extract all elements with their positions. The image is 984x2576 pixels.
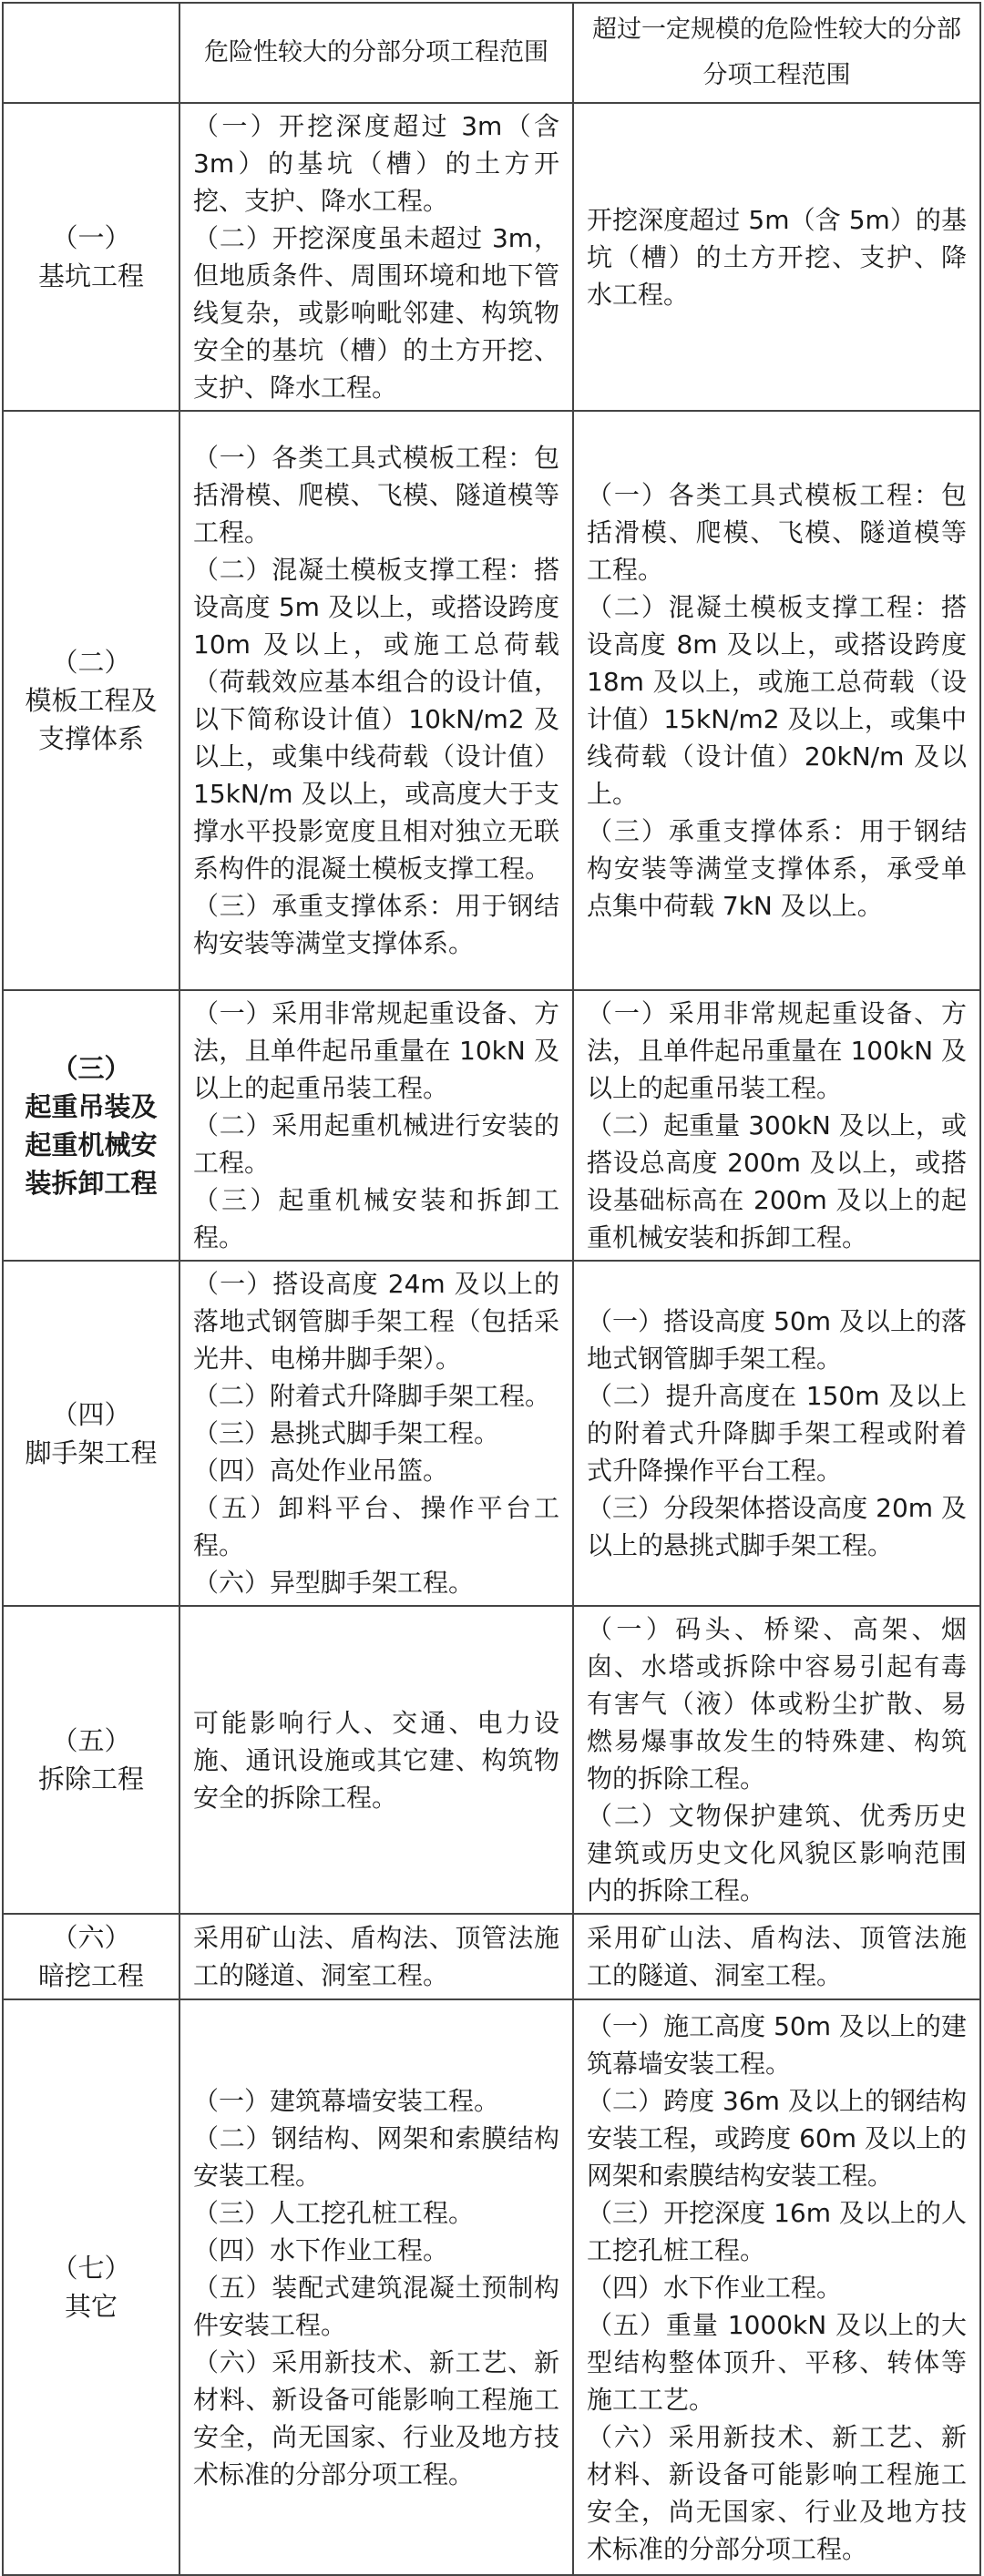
large-scope-cell [573, 411, 980, 990]
scope-item: （三）承重支撑体系：用于钢结构安装等满堂支撑体系。 [193, 891, 559, 958]
scope-item: （一）码头、桥梁、高架、烟囱、水塔或拆除中容易引起有毒有害气（液）体或粉尘扩散、易燃易爆事故发生的特殊建、构筑物的拆除工程。 [587, 1614, 967, 1794]
large-scope-cell [573, 1606, 980, 1914]
category-name: 其它 [64, 2291, 118, 2322]
category-name: 基坑工程 [37, 261, 144, 291]
header-row [3, 3, 980, 103]
scope-cell [179, 990, 573, 1261]
category-cell [3, 1261, 179, 1606]
scope-item: （三）承重支撑体系：用于钢结构安装等满堂支撑体系，承受单点集中荷载 7kN 及以上。 [587, 816, 967, 921]
category-cell [3, 411, 179, 990]
category-name: 暗挖工程 [37, 1960, 144, 1991]
category-cell [3, 1606, 179, 1914]
scope-item: （二）采用起重机械进行安装的工程。 [193, 1110, 559, 1178]
large-scope-cell [573, 103, 980, 411]
scope-cell [179, 103, 573, 411]
table-row [3, 103, 980, 411]
scope-cell [179, 1261, 573, 1606]
scope-item: 采用矿山法、盾构法、顶管法施工的隧道、洞室工程。 [193, 1923, 559, 1990]
category-index: （四） [51, 1398, 131, 1430]
scope-item: （四）水下作业工程。 [193, 2234, 449, 2265]
table-row [3, 1606, 980, 1914]
scope-item: （四）高处作业吊篮。 [193, 1456, 449, 1486]
category-cell [3, 103, 179, 411]
scope-cell [179, 1914, 573, 1999]
scope-item: （一）采用非常规起重设备、方法，且单件起吊重量在 10kN 及以上的起重吊装工程。 [193, 998, 559, 1103]
scope-item: 采用矿山法、盾构法、顶管法施工的隧道、洞室工程。 [587, 1923, 967, 1990]
table-body [3, 103, 980, 2575]
table-row [3, 1914, 980, 1999]
scope-item: （一）施工高度 50m 及以上的建筑幕墙安装工程。 [587, 2010, 967, 2079]
scope-item: （一）各类工具式模板工程：包括滑模、爬模、飞模、隧道模等工程。 [587, 480, 967, 585]
scope-item: （三）人工挖孔桩工程。 [193, 2197, 475, 2228]
scope-item: （五）装配式建筑混凝土预制构件安装工程。 [193, 2272, 559, 2340]
scope-item: （二）提升高度在 150m 及以上的附着式升降脚手架工程或附着式升降操作平台工程。 [587, 1381, 967, 1486]
scope-item: （三）分段架体搭设高度 20m 及以上的悬挑式脚手架工程。 [587, 1493, 967, 1560]
scope-item: （二）起重量 300kN 及以上，或搭设总高度 200m 及以上，或搭设基础标高在 200m 及以上的起重机械安装和拆卸工程。 [587, 1110, 967, 1252]
category-index: （七） [51, 2253, 131, 2284]
table-row [3, 990, 980, 1261]
risk-scope-table [2, 2, 981, 2576]
header-cell-large-scope: 超过一定规模的危险性较大的分部分项工程范围 [573, 3, 980, 103]
category-index: （一） [51, 222, 131, 253]
scope-item: （二）混凝土模板支撑工程：搭设高度 5m 及以上，或搭设跨度 10m 及以上，或施工总荷载（荷载效应基本组合的设计值，以下简称设计值）10kN/m2 及以上，或集中线荷载（设计值）15kN/m 及以上，或高度大于支撑水平投影宽度且相对独立无联系构件的混凝土模板支撑工程。 [193, 555, 559, 884]
scope-item: （一）建筑幕墙安装工程。 [193, 2085, 500, 2116]
scope-item: （二）文物保护建筑、优秀历史建筑或历史文化风貌区影响范围内的拆除工程。 [587, 1801, 967, 1906]
table-row [3, 1261, 980, 1606]
category-name: 模板工程及支撑体系 [25, 685, 158, 754]
large-scope-cell [573, 990, 980, 1261]
scope-cell [179, 1999, 573, 2575]
scope-item: （一）开挖深度超过 3m（含 3m）的基坑（槽）的土方开挖、支护、降水工程。 [193, 111, 559, 216]
scope-item: （六）采用新技术、新工艺、新材料、新设备可能影响工程施工安全，尚无国家、行业及地方技术标准的分部分项工程。 [193, 2346, 559, 2489]
category-index: （六） [51, 1922, 131, 1953]
large-scope-cell [573, 1914, 980, 1999]
category-name: 起重吊装及起重机械安装拆卸工程 [25, 1090, 158, 1199]
scope-cell [179, 411, 573, 990]
category-cell [3, 990, 179, 1261]
scope-cell [179, 1606, 573, 1914]
scope-item: （一）搭设高度 50m 及以上的落地式钢管脚手架工程。 [587, 1306, 967, 1374]
scope-item: （二）跨度 36m 及以上的钢结构安装工程，或跨度 60m 及以上的网架和索膜结构安装工程。 [587, 2085, 967, 2191]
scope-item: （二）附着式升降脚手架工程。 [193, 1381, 551, 1411]
scope-item: （四）水下作业工程。 [587, 2272, 843, 2303]
header-cell-scope: 危险性较大的分部分项工程范围 [179, 3, 573, 103]
large-scope-cell [573, 1261, 980, 1606]
scope-item: （一）采用非常规起重设备、方法，且单件起吊重量在 100kN 及以上的起重吊装工程。 [587, 998, 967, 1103]
header-cell-category [3, 3, 179, 103]
scope-item: （五）重量 1000kN 及以上的大型结构整体顶升、平移、转体等施工工艺。 [587, 2309, 967, 2415]
scope-item: 可能影响行人、交通、电力设施、通讯设施或其它建、构筑物安全的拆除工程。 [193, 1707, 559, 1813]
category-cell [3, 1999, 179, 2575]
scope-item: （五）卸料平台、操作平台工程。 [193, 1493, 559, 1560]
category-name: 脚手架工程 [25, 1436, 158, 1468]
scope-item: （一）搭设高度 24m 及以上的落地式钢管脚手架工程（包括采光井、电梯井脚手架）。 [193, 1269, 559, 1374]
scope-item: （二）钢结构、网架和索膜结构安装工程。 [193, 2122, 559, 2191]
category-index: （三） [51, 1052, 131, 1084]
category-cell [3, 1914, 179, 1999]
scope-item: （三）起重机械安装和拆卸工程。 [193, 1185, 559, 1252]
category-name: 拆除工程 [37, 1763, 144, 1794]
scope-item: （三）悬挑式脚手架工程。 [193, 1418, 500, 1448]
table-row [3, 411, 980, 990]
scope-item: （二）混凝土模板支撑工程：搭设高度 8m 及以上，或搭设跨度 18m 及以上，或施工总荷载（设计值）15kN/m2 及以上，或集中线荷载（设计值）20kN/m 及以上。 [587, 592, 967, 809]
category-index: （二） [51, 647, 131, 678]
scope-item: （二）开挖深度虽未超过 3m，但地质条件、周围环境和地下管线复杂，或影响毗邻建、构筑物安全的基坑（槽）的土方开挖、支护、降水工程。 [193, 223, 559, 403]
scope-item: （六）异型脚手架工程。 [193, 1568, 475, 1598]
scope-item: 开挖深度超过 5m（含 5m）的基坑（槽）的土方开挖、支护、降水工程。 [587, 204, 967, 310]
scope-item: （一）各类工具式模板工程：包括滑模、爬模、飞模、隧道模等工程。 [193, 443, 559, 547]
category-index: （五） [51, 1725, 131, 1756]
scope-item: （三）开挖深度 16m 及以上的人工挖孔桩工程。 [587, 2197, 967, 2265]
large-scope-cell [573, 1999, 980, 2575]
table-row [3, 1999, 980, 2575]
scope-item: （六）采用新技术、新工艺、新材料、新设备可能影响工程施工安全，尚无国家、行业及地方技术标准的分部分项工程。 [587, 2421, 967, 2564]
